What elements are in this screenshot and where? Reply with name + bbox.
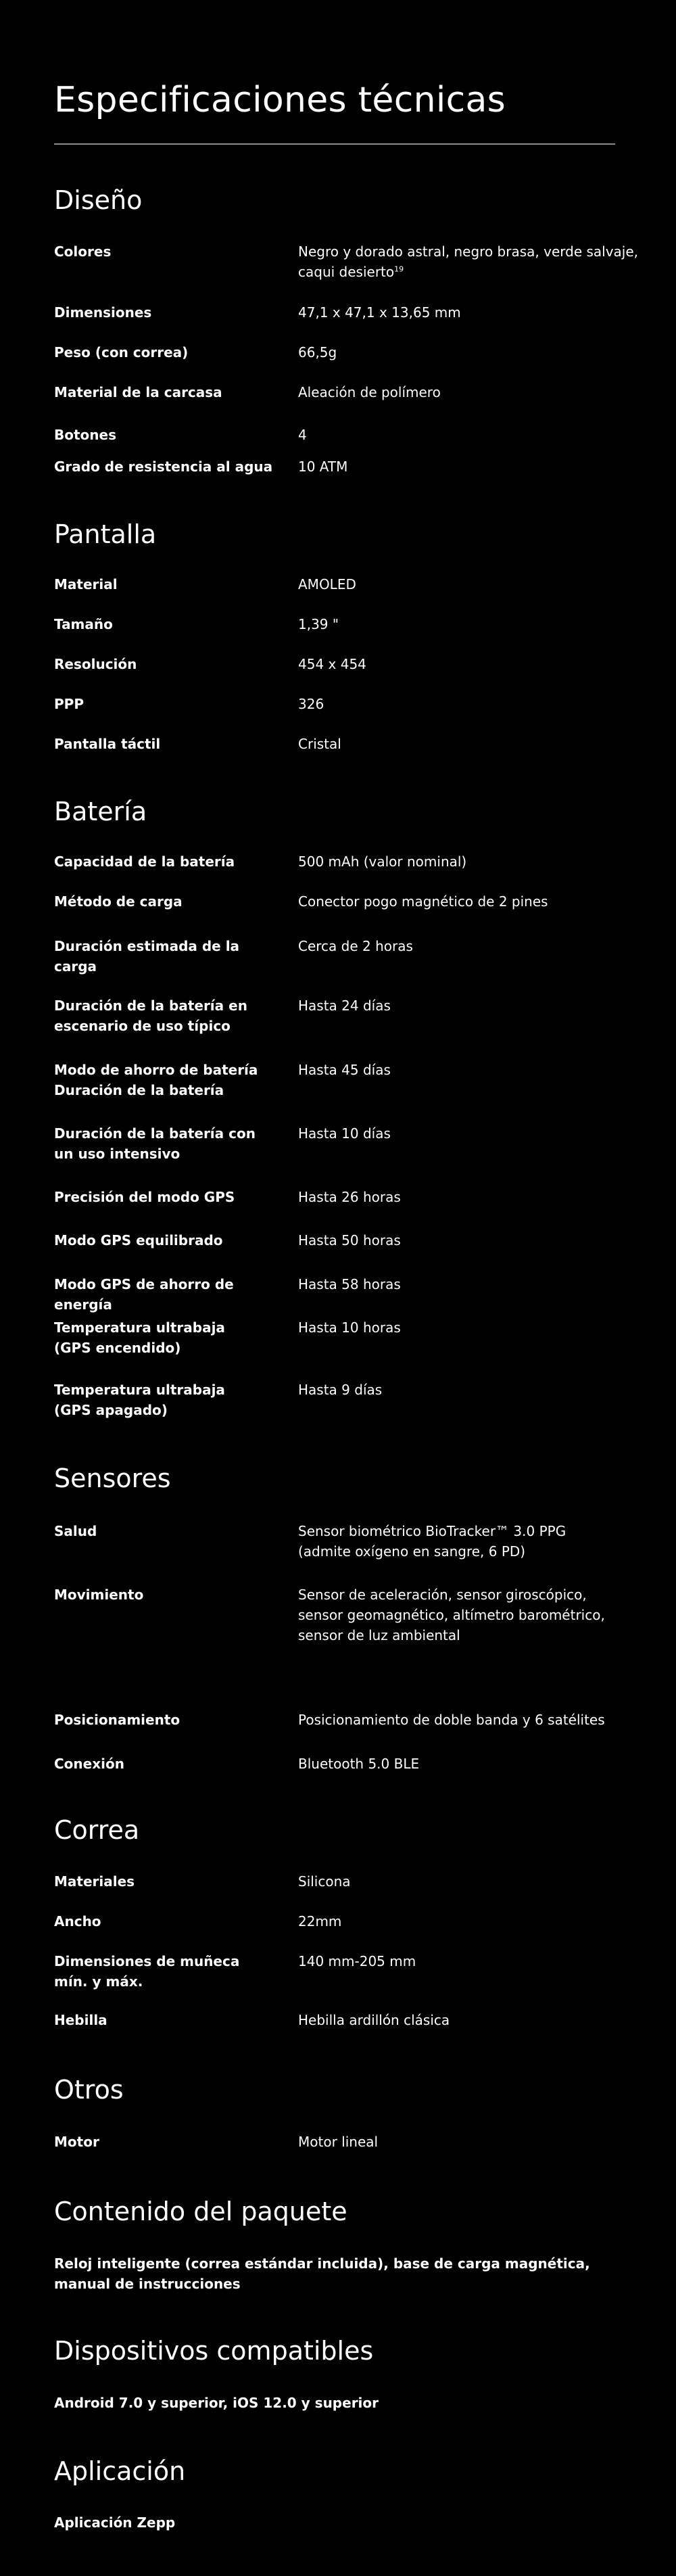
spec-value-gps-balanced: Hasta 50 horas	[298, 1232, 401, 1248]
spec-label-colors: Colores	[54, 243, 112, 260]
spec-label-gps-saver: Modo GPS de ahorro de energía	[54, 1276, 234, 1313]
spec-label-water-resistance: Grado de resistencia al agua	[54, 459, 273, 475]
spec-value-buckle: Hebilla ardillón clásica	[298, 2012, 450, 2028]
spec-label-charging-method: Método de carga	[54, 893, 183, 910]
spec-label-battery-capacity: Capacidad de la batería	[54, 853, 235, 870]
spec-label-connection: Conexión	[54, 1756, 124, 1772]
spec-label-dimensions: Dimensiones	[54, 304, 152, 321]
spec-label-health: Salud	[54, 1523, 97, 1539]
section-title-sensors: Sensores	[54, 1463, 171, 1493]
spec-value-ppi: 326	[298, 696, 324, 712]
spec-value-motion: Sensor de aceleración, sensor giroscópico, sensor geomagnético, altímetro barométrico, sensor de luz ambiental	[298, 1587, 605, 1643]
spec-label-weight: Peso (con correa)	[54, 344, 189, 360]
spec-value-gps-saver: Hasta 58 horas	[298, 1276, 401, 1292]
spec-value-saver-battery: Hasta 45 días	[298, 1062, 391, 1078]
section-title-battery: Batería	[54, 797, 147, 826]
spec-label-gps-balanced: Modo GPS equilibrado	[54, 1232, 223, 1248]
spec-value-positioning: Posicionamiento de doble banda y 6 satélites	[298, 1712, 605, 1728]
section-title-app: Aplicación	[54, 2456, 186, 2486]
spec-value-water-resistance: 10 ATM	[298, 459, 348, 475]
spec-value-heavy-battery: Hasta 10 días	[298, 1125, 391, 1142]
spec-label-cold-gps-off: Temperatura ultrabaja (GPS apagado)	[54, 1382, 225, 1418]
section-title-strap: Correa	[54, 1815, 140, 1845]
spec-value-colors	[298, 241, 650, 282]
spec-value-colors-text: Negro y dorado astral, negro brasa, verde salvaje, caqui desierto	[298, 243, 639, 280]
spec-label-saver-battery: Modo de ahorro de batería Duración de la batería	[54, 1062, 258, 1098]
spec-label-motor: Motor	[54, 2134, 99, 2150]
spec-label-buttons: Botones	[54, 427, 116, 443]
spec-label-typical-battery: Duración de la batería en escenario de uso típico	[54, 998, 247, 1034]
spec-label-gps-accuracy: Precisión del modo GPS	[54, 1189, 235, 1205]
spec-label-cold-gps-on: Temperatura ultrabaja (GPS encendido)	[54, 1319, 225, 1356]
spec-value-cold-gps-off: Hasta 9 días	[298, 1382, 383, 1398]
spec-value-connection: Bluetooth 5.0 BLE	[298, 1756, 420, 1772]
spec-value-wrist-size: 140 mm-205 mm	[298, 1953, 416, 1969]
spec-label-heavy-battery: Duración de la batería con un uso intensivo	[54, 1125, 256, 1162]
spec-label-wrist-size: Dimensiones de muñeca mín. y máx.	[54, 1953, 240, 1990]
spec-label-motion: Movimiento	[54, 1587, 144, 1603]
spec-value-gps-accuracy: Hasta 26 horas	[298, 1189, 401, 1205]
page-title: Especificaciones técnicas	[54, 80, 506, 120]
spec-value-width: 22mm	[298, 1913, 342, 1929]
spec-label-case-material: Material de la carcasa	[54, 384, 222, 400]
spec-label-size: Tamaño	[54, 616, 113, 632]
spec-value-charging-method: Conector pogo magnético de 2 pines	[298, 893, 548, 910]
spec-value-typical-battery: Hasta 24 días	[298, 998, 391, 1014]
spec-value-weight: 66,5g	[298, 344, 337, 360]
section-title-package: Contenido del paquete	[54, 2197, 347, 2226]
spec-value-case-material: Aleación de polímero	[298, 384, 441, 400]
spec-value-dimensions: 47,1 x 47,1 x 13,65 mm	[298, 304, 461, 321]
spec-value-buttons: 4	[298, 427, 307, 443]
spec-label-width: Ancho	[54, 1913, 101, 1929]
spec-value-strap-material: Silicona	[298, 1873, 351, 1890]
spec-label-strap-material: Materiales	[54, 1873, 135, 1890]
spec-label-display-material: Material	[54, 576, 118, 592]
spec-value-size: 1,39 "	[298, 616, 339, 632]
section-title-compatible: Dispositivos compatibles	[54, 2336, 374, 2366]
spec-value-cold-gps-on: Hasta 10 horas	[298, 1319, 401, 1336]
spec-label-resolution: Resolución	[54, 656, 137, 672]
spec-value-display-material: AMOLED	[298, 576, 356, 592]
package-contents: Reloj inteligente (correa estándar incluida), base de carga magnética, manual de instrucciones	[54, 2255, 590, 2292]
spec-value-touchscreen: Cristal	[298, 736, 341, 752]
spec-label-charging-time: Duración estimada de la carga	[54, 938, 240, 975]
footnote-marker: 19	[394, 264, 404, 274]
spec-value-health: Sensor biométrico BioTracker™ 3.0 PPG (admite oxígeno en sangre, 6 PD)	[298, 1523, 566, 1560]
spec-value-battery-capacity: 500 mAh (valor nominal)	[298, 853, 467, 870]
spec-label-ppi: PPP	[54, 696, 84, 712]
compatible-devices: Android 7.0 y superior, iOS 12.0 y superior	[54, 2395, 379, 2411]
spec-label-buckle: Hebilla	[54, 2012, 107, 2028]
section-title-others: Otros	[54, 2075, 124, 2105]
title-divider	[54, 143, 615, 145]
spec-label-positioning: Posicionamiento	[54, 1712, 180, 1728]
spec-value-resolution: 454 x 454	[298, 656, 366, 672]
spec-value-motor: Motor lineal	[298, 2134, 379, 2150]
section-title-display: Pantalla	[54, 519, 157, 549]
app-name: Aplicación Zepp	[54, 2514, 176, 2531]
section-title-design: Diseño	[54, 185, 143, 215]
spec-label-touchscreen: Pantalla táctil	[54, 736, 161, 752]
spec-value-charging-time: Cerca de 2 horas	[298, 938, 413, 954]
